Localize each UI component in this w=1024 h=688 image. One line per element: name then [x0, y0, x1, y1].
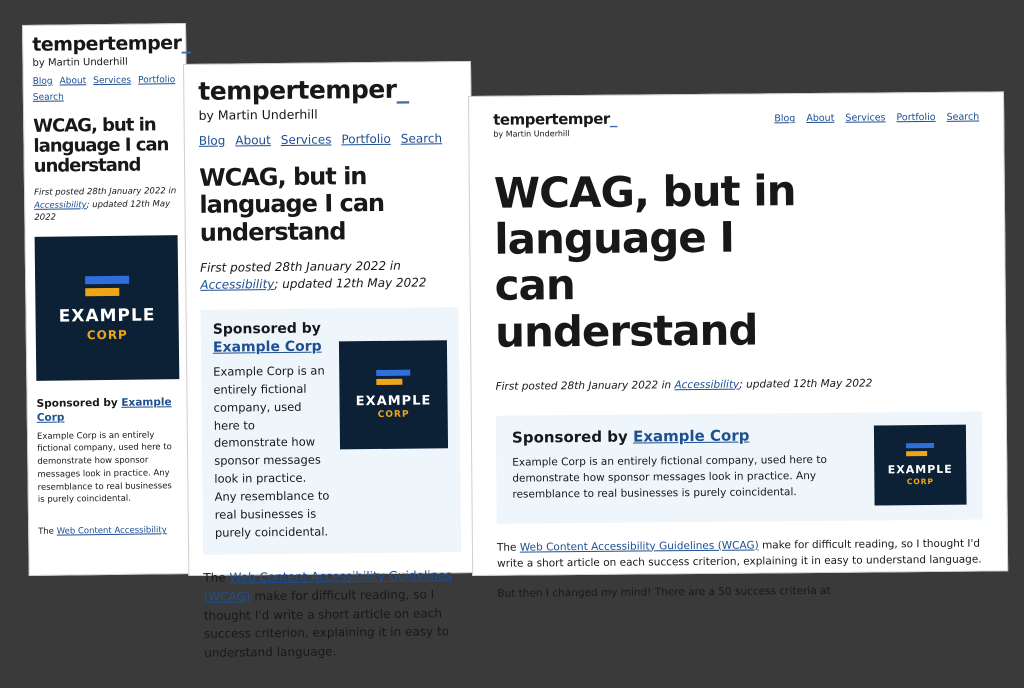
viewport-desktop	[468, 91, 1008, 600]
sponsor-heading	[37, 397, 173, 425]
wcag-link[interactable]: Web Content Accessibility	[56, 525, 167, 537]
paragraph-1-post: make for difficult reading, so I thought I'd write a short article on each success criterion, explaining it in easy to understand language.	[497, 537, 982, 571]
sponsor-body: Example Corp is an entirely fictional company, used here to demonstrate how sponsor messages look in practice. Any resemblance to real businesses is purely coincidental.	[213, 363, 330, 540]
article-meta-prefix: First posted 28th January 2022 in	[33, 186, 177, 199]
logo-word-top: EXAMPLE	[355, 393, 432, 410]
nav-item-blog[interactable]: Blog	[774, 113, 796, 125]
sponsor-link[interactable]: Example Corp	[36, 396, 172, 424]
logo-word-bottom: CORP	[377, 409, 410, 420]
site-brand-text: tempertemper	[32, 32, 182, 56]
logo-bar-blue-icon	[376, 369, 410, 375]
wcag-link[interactable]: Web Content Accessibility Guidelines (WCAG)	[519, 538, 759, 554]
logo-marks-icon	[85, 276, 129, 297]
site-identity[interactable]	[493, 109, 617, 139]
sponsor-label: Sponsored by	[36, 397, 118, 411]
viewport-tablet	[183, 61, 476, 660]
article-paragraph-1	[497, 535, 983, 573]
article-paragraph-1	[38, 524, 182, 539]
site-brand[interactable]	[493, 109, 617, 129]
nav-item-search[interactable]: Search	[400, 131, 443, 146]
page-title: WCAG, but in language I can understand	[33, 114, 169, 178]
logo-word-bottom: CORP	[86, 327, 128, 343]
logo-bar-blue-icon	[906, 443, 934, 448]
sponsor-logo	[339, 340, 448, 449]
nav-item-services[interactable]: Services	[280, 132, 332, 147]
sponsor-heading	[512, 425, 858, 446]
logo-bar-blue-icon	[85, 276, 129, 285]
nav-item-services[interactable]: Services	[845, 112, 886, 124]
site-byline: by Martin Underhill	[493, 129, 570, 139]
site-brand-text: tempertemper	[493, 109, 610, 129]
site-byline: by Martin Underhill	[32, 56, 128, 69]
site-brand[interactable]	[198, 76, 456, 104]
site-brand[interactable]	[32, 31, 191, 56]
nav-item-blog[interactable]: Blog	[198, 133, 226, 148]
site-header	[493, 109, 979, 139]
sponsor-label: Sponsored by	[212, 320, 321, 338]
page-title: WCAG, but in language I can understand	[493, 166, 796, 357]
page-title: WCAG, but in language I can understand	[199, 162, 385, 247]
sponsor-block	[496, 411, 983, 523]
viewport-phone	[22, 23, 193, 576]
article-category-link[interactable]: Accessibility	[200, 277, 275, 293]
logo-word-bottom: CORP	[906, 477, 935, 487]
nav-item-about[interactable]: About	[235, 133, 271, 148]
nav-item-services[interactable]: Services	[93, 75, 132, 87]
article-meta-suffix: ; updated 12th May 2022	[34, 198, 171, 223]
nav-item-about[interactable]: About	[806, 112, 835, 125]
article-meta	[200, 257, 458, 294]
logo-bar-gold-icon	[906, 451, 927, 456]
nav-item-portfolio[interactable]: Portfolio	[896, 111, 936, 124]
site-nav[interactable]	[774, 112, 979, 125]
paragraph-1-pre: The	[496, 541, 520, 554]
sponsor-logo	[35, 236, 180, 382]
wcag-link[interactable]: Web Content Accessibility Guidelines (WCAG)	[203, 568, 452, 604]
nav-item-about[interactable]: About	[59, 76, 87, 87]
article-meta-prefix: First posted 28th January 2022 in	[200, 258, 401, 275]
logo-bar-gold-icon	[376, 379, 402, 385]
sponsor-body: Example Corp is an entirely fictional company, used here to demonstrate how sponsor messages look in practice. Any resemblance to real businesses is purely coincidental.	[512, 453, 827, 501]
site-nav[interactable]	[199, 131, 457, 148]
sponsor-heading	[213, 319, 329, 357]
sponsor-link[interactable]: Example Corp	[632, 426, 750, 446]
logo-word-top: EXAMPLE	[58, 305, 156, 327]
article-meta-suffix: ; updated 12th May 2022	[739, 377, 873, 391]
logo-marks-icon	[906, 443, 934, 456]
sponsor-body: Example Corp is an entirely fictional company, used here to demonstrate how sponsor messages look in practice. Any resemblance to real businesses is purely coincidental.	[36, 430, 172, 506]
brand-cursor-icon: _	[609, 109, 617, 128]
paragraph-1-pre: The	[38, 526, 57, 537]
article-category-link[interactable]: Accessibility	[34, 200, 87, 211]
nav-item-search[interactable]: Search	[32, 92, 64, 103]
article-paragraph-1	[203, 566, 462, 662]
article-meta-prefix: First posted 28th January 2022 in	[495, 378, 675, 393]
nav-item-portfolio[interactable]: Portfolio	[138, 75, 176, 86]
site-brand-text: tempertemper	[198, 74, 397, 106]
nav-item-blog[interactable]: Blog	[32, 76, 53, 87]
article-category-link[interactable]: Accessibility	[674, 378, 740, 391]
sponsor-link[interactable]: Example Corp	[212, 338, 322, 356]
logo-marks-icon	[376, 369, 410, 384]
site-nav[interactable]	[33, 75, 177, 103]
article-meta	[495, 375, 981, 395]
sponsor-logo	[874, 424, 967, 505]
site-byline: by Martin Underhill	[198, 106, 318, 123]
nav-item-search[interactable]: Search	[946, 111, 980, 123]
article-meta-suffix: ; updated 12th May 2022	[274, 275, 427, 292]
sponsor-block	[201, 307, 462, 555]
sponsor-label: Sponsored by	[511, 427, 628, 447]
logo-bar-gold-icon	[85, 288, 119, 296]
logo-word-top: EXAMPLE	[887, 463, 953, 477]
nav-item-portfolio[interactable]: Portfolio	[341, 131, 391, 147]
paragraph-1-post: make for difficult reading, so I thought I'd write a short article on each success criterion, explaining it in easy to understand language.	[203, 587, 450, 660]
article-paragraph-2: But then I changed my mind! There are a 50 success criteria at	[497, 584, 831, 600]
brand-cursor-icon: _	[396, 74, 409, 104]
sponsor-block	[36, 389, 182, 515]
brand-cursor-icon: _	[181, 31, 191, 55]
paragraph-1-pre: The	[203, 570, 230, 586]
article-meta	[34, 186, 178, 225]
